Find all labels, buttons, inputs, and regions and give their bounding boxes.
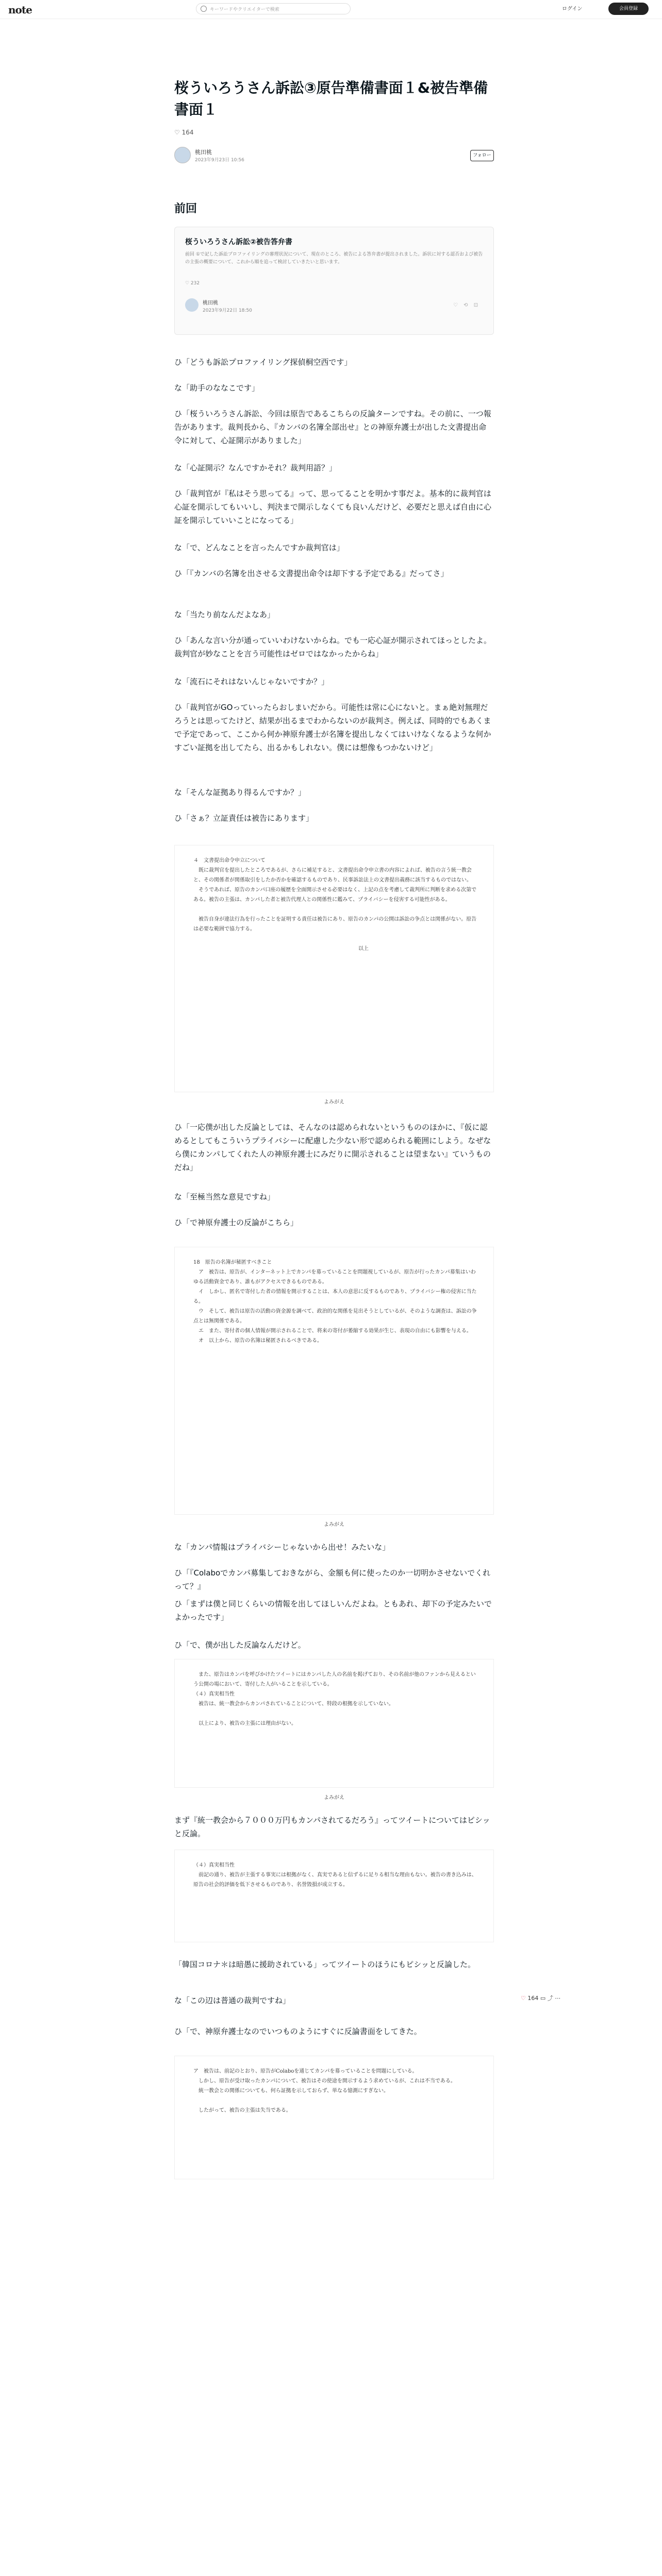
court-document-image	[174, 1850, 494, 1942]
paragraph: 「韓国コロナ＊は暗愚に援助されている」ってツイートのほうにもピシッと反論した。	[174, 1960, 475, 1969]
paragraph: な「そんな証拠あり得るんですか？」	[174, 788, 306, 797]
paragraph: ひ「どうも訴訟プロファイリング探偵桐空西です」	[174, 358, 352, 367]
paragraph: ひ「さぁ？立証責任は被告にあります」	[174, 814, 314, 823]
search-icon	[201, 6, 207, 12]
paragraph: まず『統一教会から７０００万円もカンパされてるだろう』ってツイートについてはピシッと反論。	[174, 1816, 490, 1838]
paragraph: ひ「一応僕が出した反論としては、そんなのは認められないというもののほかに、『仮に認めるとしてもこういうプライバシーに配慮した少ない形で認められる範囲にしよう。なぜなら僕にカンパしてくれた人の神原弁護士にみだりに開示されることは望まない』ていうものだね」	[174, 1123, 491, 1172]
login-link[interactable]: ログイン	[562, 6, 583, 12]
author-block	[174, 146, 494, 166]
paragraph: な「当たり前なんだよなあ」	[174, 610, 275, 619]
heart-icon[interactable]: ♡	[521, 1995, 526, 2002]
floating-action-bar	[521, 1994, 560, 2002]
embed-title: 桜ういろうさん訴訟②被告答弁書	[185, 238, 292, 246]
paragraph: ひ「桜ういろうさん訴訟、今回は原告であるこちらの反論ターンですね。その前に、一つ報告があります。裁判長から、『カンバの名簿全部出せ』との神原弁護士が出した文書提出命令に対して、心証開示がありました」	[174, 409, 491, 445]
publish-date: 2023年9月23日 10:56	[195, 158, 244, 163]
paragraph: な「至極当然な意見ですね」	[174, 1192, 275, 1201]
court-document-image	[174, 1659, 494, 1788]
embed-author: 桃田桃	[203, 300, 218, 306]
expand-link[interactable]: よみがえ	[324, 1795, 344, 1801]
document-text: （４）真実相当性 前記の通り、被告が主張する事実には根拠がなく、真実であると信ずるに足りる相当な理由もない。被告の書き込みは、原告の社会的評価を低下させるものであり、名誉毀損が成立する。	[193, 1862, 477, 1888]
document-text: また、原告はカンパを呼びかけたツイートにはカンパした人の名前を掲げており、その名前が他のファンから見えるという公開の場において、寄付した人がいることを示している。 （４）真実相当性 被告は、統一教会からカンパされていることについて、特段の根拠を示していない。 以上により、被告の主張には理由がない。	[193, 1672, 476, 1726]
paragraph: な「流石にそれはないんじゃないですか？」	[174, 677, 329, 686]
paragraph: ひ「で神原弁護士の反論がこちら」	[174, 1218, 299, 1227]
embed-like-count: ♡ 232	[185, 281, 200, 286]
comment-icon[interactable]: ▭	[540, 1995, 546, 2002]
paragraph: な「で、どんなことを言ったんですか裁判官は」	[174, 543, 344, 552]
section-heading: 前回	[174, 202, 197, 215]
embed-date: 2023年9月22日 18:50	[203, 308, 252, 313]
document-text: 18 原告の名簿が秘匿すべきこと ア 被告は、原告が、インターネット上でカンパを募っていることを問題視しているが、原告が行ったカンパ募集はいわゆる活動資金であり、誰もがアクセスできるものである。 イ しかし、匿名で寄付した者の情報を開示することは、本人の意思に反するものであり、プライバシー権の侵害に当たる。 ウ そして、被告は原告の活動の資金源を調べて、政治的な関係を見出そうとしているが、そのような調査は、訴訟の争点とは無関係である。 エ また、寄付者の個人情報が開示されることで、将来の寄付が萎縮する効果が生じ、表現の自由にも影響を与える。 オ 以上から、原告の名簿は秘匿されるべきである。	[193, 1260, 477, 1344]
document-text: ４ 文書提出命令申立について 既に裁判官を提出したところであるが、さらに補足すると、文書提出命令申立書の内容によれば、被告の言う統一教会と、その関係者が関係取引をしたか否かを確認するものであり、民事訴訟法上の文書提出義務に該当するものではない。 そうであれば、原告のカンパ口座の履歴を全面開示させる必要はなく、上記の点を考慮して裁判所に判断を求める次第である。被告の主張は、カンパした者と被告代理人との関係性に鑑みて、プライバシーを侵害する可能性がある。 被告自身が違法行為を行ったことを証明する責任は被告にあり、原告のカンパの公開は訴訟の争点とは関係がない。原告は必要な範囲で協力する。 以上	[193, 858, 477, 952]
paragraph: ひ「あんな言い分が通っていいわけないからね。でも一応心証が開示されてほっとしたよ。裁判官が妙なことを言う可能性はゼロではなかったからね」	[174, 636, 492, 658]
embed-action-icons[interactable]: ♡ ⟲ ⊡	[453, 302, 481, 308]
paragraph: ひ「まずは僕と同じくらいの情報を出してほしいんだよね。ともあれ、却下の予定みたいでよかったです」	[174, 1599, 492, 1622]
paragraph: ひ「『カンバの名簿を出させる文書提出命令は却下する予定である』だってさ」	[174, 569, 449, 578]
author-avatar[interactable]	[174, 147, 191, 163]
article-title: 桜ういろうさん訴訟③原告準備書面１&被告準備書面１	[174, 79, 488, 118]
court-document-image	[174, 1247, 494, 1515]
follow-button[interactable]: フォロー	[470, 150, 494, 161]
signup-button[interactable]: 会員登録	[608, 3, 649, 15]
paragraph: な「助手のななこです」	[174, 383, 260, 393]
embed-description: 前回 ①で記した訴訟プロファイリングの審理状況について、現在のところ、被告による答弁書が提出されました。訴状に対する認否および被告の主張の概要について、これから順を追って検討していきたいと思います。	[185, 252, 483, 265]
like-count-value: 164	[181, 129, 194, 136]
search-bar[interactable]	[196, 3, 351, 14]
more-icon[interactable]: ⋯	[555, 1995, 561, 2002]
paragraph: ひ「で、僕が出した反論なんだけど。	[174, 1640, 306, 1650]
document-text: ア 被告は、前記のとおり、原告がColaboを通じてカンパを募っていることを問題にしている。 しかし、原告が受け取ったカンパについて、被告はその使途を開示するよう求めているが、これは不当である。 統一教会との関係についても、何ら証拠を示しておらず、単なる憶測にすぎない。 したがって、被告の主張は失当である。	[193, 2069, 456, 2113]
like-count[interactable]: ♡ 164	[174, 129, 194, 136]
paragraph: ひ「で、神原弁護士なのでいつものようにすぐに反論書面をしてきた。	[174, 2027, 422, 2036]
embedded-article-card[interactable]	[174, 227, 494, 335]
share-icon[interactable]: ⤴	[547, 1995, 553, 2002]
paragraph: な「心証開示？なんですかそれ？裁判用語？」	[174, 463, 337, 472]
expand-link[interactable]: よみがえ	[324, 1522, 344, 1528]
note-logo[interactable]: note	[8, 4, 32, 16]
embed-avatar	[185, 298, 198, 312]
search-placeholder: キーワードやクリエイターで検索	[210, 7, 279, 12]
paragraph: な「カンパ情報はプライバシーじゃないから出せ！みたいな」	[174, 1543, 390, 1552]
court-document-image	[174, 845, 494, 1092]
floating-like-count: 164	[527, 1995, 539, 2002]
paragraph: ひ「『Colaboでカンパ募集しておきながら、金額も何に使ったのか一切明かさせないでくれって？』	[174, 1568, 491, 1591]
author-name[interactable]: 桃田桃	[195, 149, 212, 156]
expand-link[interactable]: よみがえ	[324, 1099, 344, 1105]
court-document-image	[174, 2056, 494, 2179]
paragraph: ひ「裁判官が『私はそう思ってる』って、思ってることを明かす事だよ。基本的に裁判官は心証を開示してもいいし、判決まで開示しなくても良いんだけど、必要だと思えば自由に心証を開示していいことになってる」	[174, 489, 492, 525]
top-header	[0, 0, 662, 19]
paragraph: な「この辺は普通の裁判ですね」	[174, 1996, 291, 2005]
paragraph: ひ「裁判官がGOっていったらおしまいだから。可能性は常に心にないと。まぁ絶対無理だろうとは思ってたけど、結果が出るまでわからないのが裁判さ。例えば、同時的でもあくまで予定であって、ここから何か神原弁護士が名簿を提出しなくてはいけなくなるような何かすごい証拠を出してたら、出るかもしれない。僕には想像もつかないけど」	[174, 703, 491, 752]
